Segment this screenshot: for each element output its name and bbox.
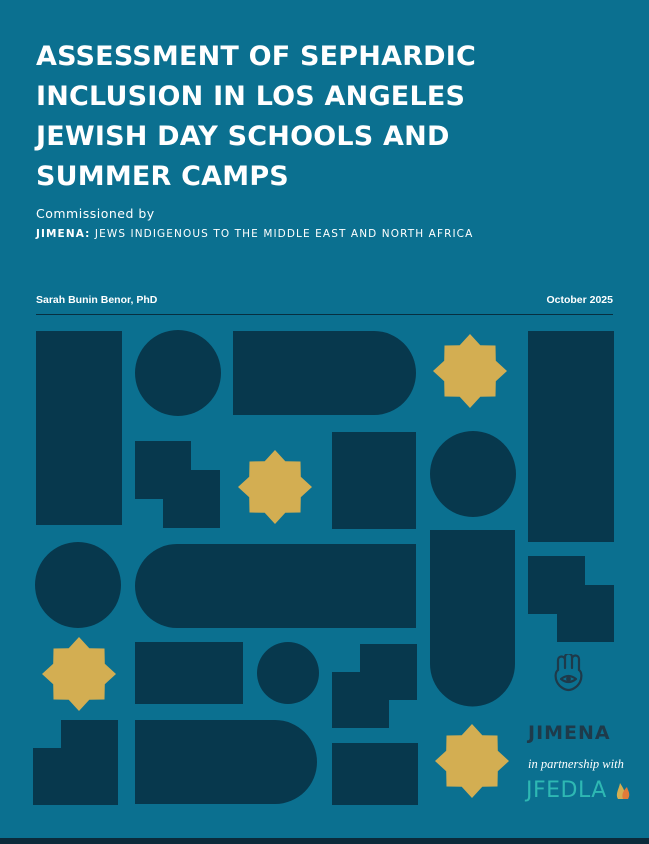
star-shape (435, 724, 509, 798)
star-shape (238, 450, 312, 524)
org-short-name: JIMENA: (36, 228, 91, 240)
jimena-logo: JIMENA (528, 722, 611, 744)
arch-shape (430, 530, 515, 707)
flame-icon (614, 779, 632, 801)
tall-rectangle-shape (36, 331, 122, 525)
bottom-edge-bar (0, 838, 649, 844)
title-line-4: SUMMER CAMPS (36, 161, 289, 192)
hamsa-icon (522, 654, 632, 720)
rectangle-shape (135, 642, 243, 704)
circle-shape (135, 330, 221, 416)
title-line-2: INCLUSION IN LOS ANGELES (36, 81, 466, 112)
title-line-1: ASSESSMENT OF SEPHARDIC (36, 41, 477, 72)
commissioned-by-label: Commissioned by (36, 206, 155, 221)
tall-rectangle-shape (528, 331, 614, 542)
rounded-bar-shape (135, 720, 317, 804)
partnership-text: in partnership with (528, 757, 624, 771)
circle-shape (35, 542, 121, 628)
step-block-shape (135, 441, 220, 528)
jfedla-logo: JFEDLA (526, 778, 607, 803)
circle-shape (257, 642, 319, 704)
rounded-bar-shape (135, 544, 416, 628)
star-shape (433, 334, 507, 408)
author-name: Sarah Bunin Benor, PhD (36, 294, 158, 306)
rounded-bar-shape (233, 331, 416, 415)
step-block-shape (528, 556, 614, 642)
rectangle-shape (332, 743, 418, 805)
star-shape (42, 637, 116, 711)
square-shape (332, 432, 416, 529)
circle-shape (430, 431, 516, 517)
step-block-shape (332, 644, 417, 728)
step-block-shape (33, 720, 118, 805)
org-full-name: JEWS INDIGENOUS TO THE MIDDLE EAST AND NORTH AFRICA (94, 228, 474, 240)
publication-date: October 2025 (546, 294, 613, 306)
title-line-3: JEWISH DAY SCHOOLS AND (36, 121, 450, 152)
